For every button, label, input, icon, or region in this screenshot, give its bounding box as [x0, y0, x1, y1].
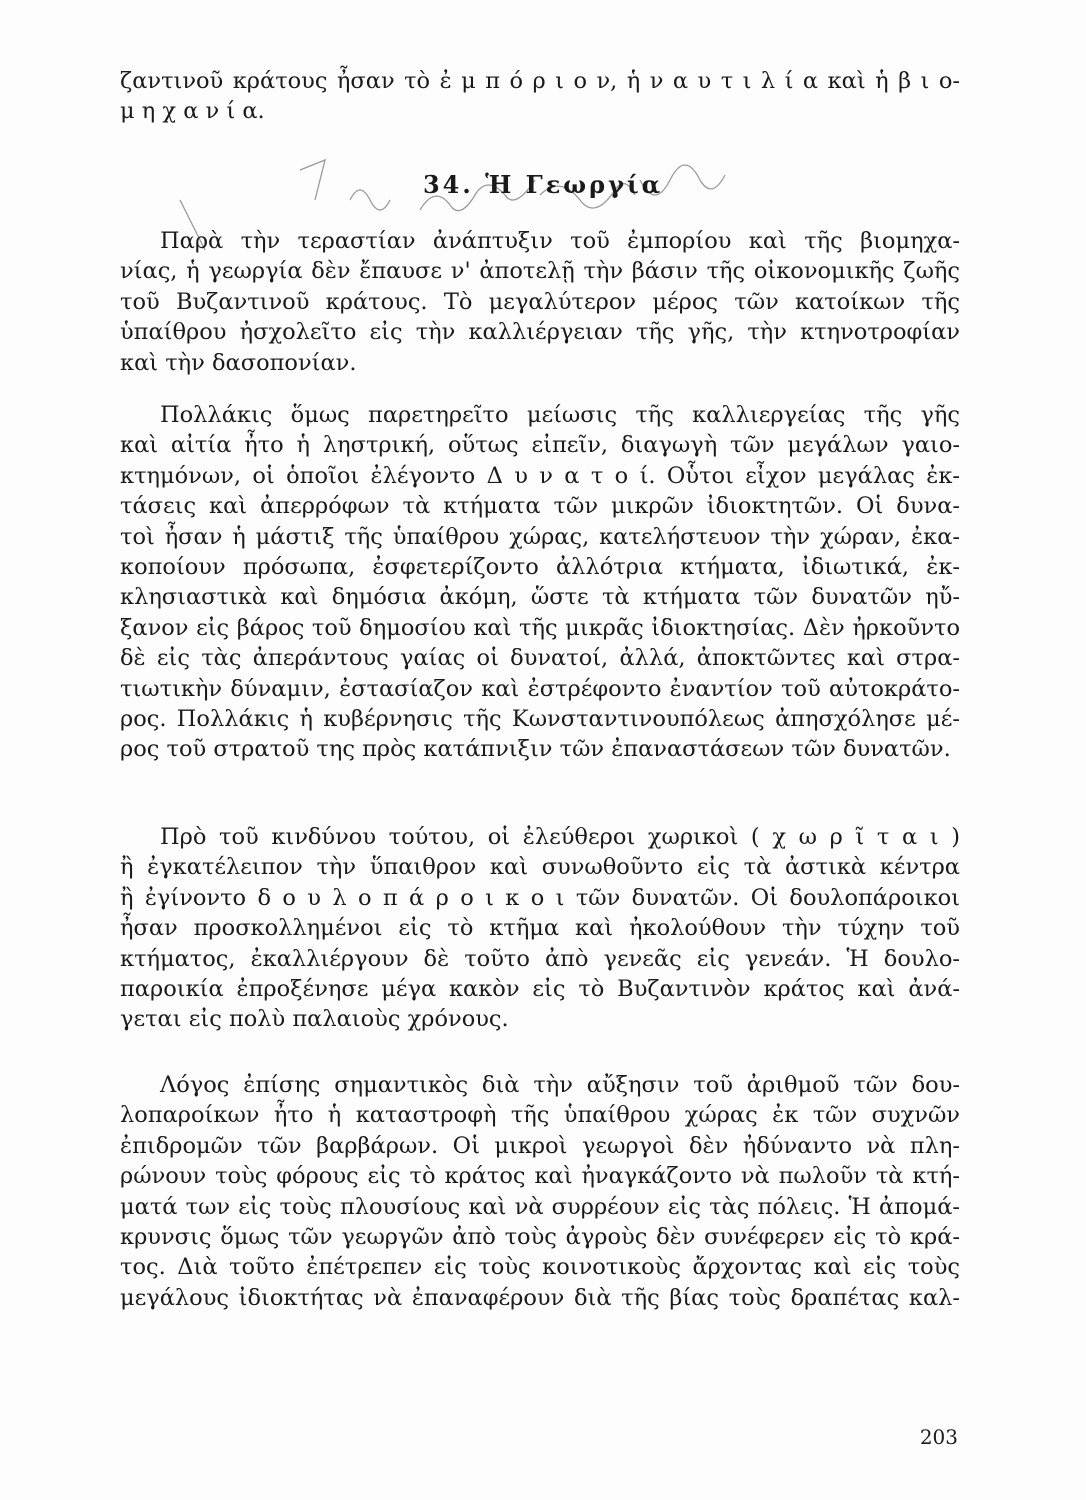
text-line: παροικία ἐπροξένησε μέγα κακὸν εἰς τὸ Βυζαντινὸν κράτος καὶ ἀνά- [120, 975, 960, 1002]
text-line: καὶ τὴν δασοπονίαν. [120, 349, 357, 376]
text-line: ἦσαν προσκολλημένοι εἰς τὸ κτῆμα καὶ ἠκολούθουν τὴν τύχην τοῦ [120, 915, 960, 942]
text-line: μ η χ α ν ί α. [120, 98, 265, 125]
text-line: ρος. Πολλάκις ἡ κυβέρνησις τῆς Κωνσταντινουπόλεως ἀπησχόλησε μέ- [120, 705, 960, 732]
text-line: γεται εἰς πολὺ παλαιοὺς χρόνους. [120, 1006, 509, 1033]
text-line: ἢ ἐγκατέλειπον τὴν ὕπαιθρον καὶ συνωθοῦντο εἰς τὰ ἀστικὰ κέντρα [120, 854, 960, 881]
text-line: ρώνουν τοὺς φόρους εἰς τὸ κράτος καὶ ἠναγκάζοντο νὰ πωλοῦν τὰ κτή- [120, 1163, 960, 1190]
text-line: λοπαροίκων ἦτο ἡ καταστροφὴ τῆς ὑπαίθρου χώρας ἐκ τῶν συχνῶν [120, 1102, 960, 1129]
text-line: δὲ εἰς τὰς ἀπεράντους γαίας οἱ δυνατοί, ἀλλά, ἀποκτῶντες καὶ στρα- [120, 645, 960, 672]
text-line: Παρὰ τὴν τεραστίαν ἀνάπτυξιν τοῦ ἐμπορίου καὶ τῆς βιομηχα- [160, 228, 960, 254]
text-line: Λόγος ἐπίσης σημαντικὸς διὰ τὴν αὔξησιν τοῦ ἀριθμοῦ τῶν δου- [160, 1072, 960, 1098]
paragraph-2 [120, 400, 960, 765]
text-line: ἐπιδρομῶν τῶν βαρβάρων. Οἱ μικροὶ γεωργοὶ δὲν ἠδύναντο νὰ πλη- [120, 1132, 960, 1159]
page-number: 203 [919, 1425, 958, 1449]
text-line: ζαντινοῦ κράτους ἦσαν τὸ ἐ μ π ό ρ ι ο ν, ἡ ν α υ τ ι λ ί α καὶ ἡ β ι ο- [120, 68, 960, 94]
top-continuation [120, 66, 960, 127]
text-line: τος. Διὰ τοῦτο ἐπέτρεπεν εἰς τοὺς κοινοτικοὺς ἄρχοντας καὶ εἰς τοὺς [120, 1254, 960, 1281]
text-line: κοποίουν πρόσωπα, ἐσφετερίζοντο ἀλλότρια κτήματα, ἰδιωτικά, ἐκ- [120, 553, 960, 580]
text-line: κτημόνων, οἱ ὁποῖοι ἐλέγοντο Δ υ ν α τ ο ί. Οὗτοι εἶχον μεγάλας ἐκ- [120, 462, 960, 489]
paragraph-3 [120, 822, 960, 1035]
text-line: μεγάλους ἰδιοκτήτας νὰ ἐπαναφέρουν διὰ τῆς βίας τοὺς δραπέτας καλ- [120, 1284, 960, 1311]
text-line: κλησιαστικὰ καὶ δημόσια ἀκόμη, ὥστε τὰ κτήματα τῶν δυνατῶν ηὔ- [120, 584, 960, 611]
paragraph-1 [120, 226, 960, 378]
text-line: ματά των εἰς τοὺς πλουσίους καὶ νὰ συρρέουν εἰς τὰς πόλεις. Ἡ ἀπομά- [120, 1193, 960, 1220]
text-line: τάσεις καὶ ἀπερρόφων τὰ κτήματα τῶν μικρῶν ἰδιοκτητῶν. Οἱ δυνα- [120, 493, 960, 520]
section-heading: 34. Ἡ Γεωργία [422, 170, 664, 199]
text-line: κρυνσις ὅμως τῶν γεωργῶν ἀπὸ τοὺς ἀγροὺς δὲν συνέφερεν εἰς τὸ κρά- [120, 1223, 960, 1250]
text-line: τοὶ ἦσαν ἡ μάστιξ τῆς ὑπαίθρου χώρας, κατελήστευον τὴν χώραν, ἐκα- [120, 523, 960, 550]
text-line: καὶ αἰτία ἦτο ἡ ληστρική, οὕτως εἰπεῖν, διαγωγὴ τῶν μεγάλων γαιο- [120, 432, 960, 459]
text-line: τιωτικὴν δύναμιν, ἐστασίαζον καὶ ἐστρέφοντο ἐναντίον τοῦ αὐτοκράτο- [120, 675, 960, 702]
text-line: κτήματος, ἐκαλλιέργουν δὲ τοῦτο ἀπὸ γενεᾶς εἰς γενεάν. Ἡ δουλο- [120, 945, 960, 972]
text-line: τοῦ Βυζαντινοῦ κράτους. Τὸ μεγαλύτερον μέρος τῶν κατοίκων τῆς [120, 288, 960, 315]
text-line: νίας, ἡ γεωργία δὲν ἔπαυσε ν' ἀποτελῇ τὴν βάσιν τῆς οἰκονομικῆς ζωῆς [120, 258, 960, 285]
text-line: Πρὸ τοῦ κινδύνου τούτου, οἱ ἐλεύθεροι χωρικοὶ ( χ ω ρ ῖ τ α ι ) [160, 824, 960, 850]
paragraph-4 [120, 1070, 960, 1313]
text-line: Πολλάκις ὅμως παρετηρεῖτο μείωσις τῆς καλλιεργείας τῆς γῆς [160, 402, 960, 428]
text-line: ὑπαίθρου ἠσχολεῖτο εἰς τὴν καλλιέργειαν τῆς γῆς, τὴν κτηνοτροφίαν [120, 319, 960, 346]
text-line: ξανον εἰς βάρος τοῦ δημοσίου καὶ τῆς μικρᾶς ἰδιοκτησίας. Δὲν ἠρκοῦντο [120, 614, 960, 641]
text-line: ἢ ἐγίνοντο δ ο υ λ ο π ά ρ ο ι κ ο ι τῶν δυνατῶν. Οἱ δουλοπάροικοι [120, 884, 960, 911]
text-line: ρος τοῦ στρατοῦ της πρὸς κατάπνιξιν τῶν ἐπαναστάσεων τῶν δυνατῶν. [120, 736, 951, 763]
